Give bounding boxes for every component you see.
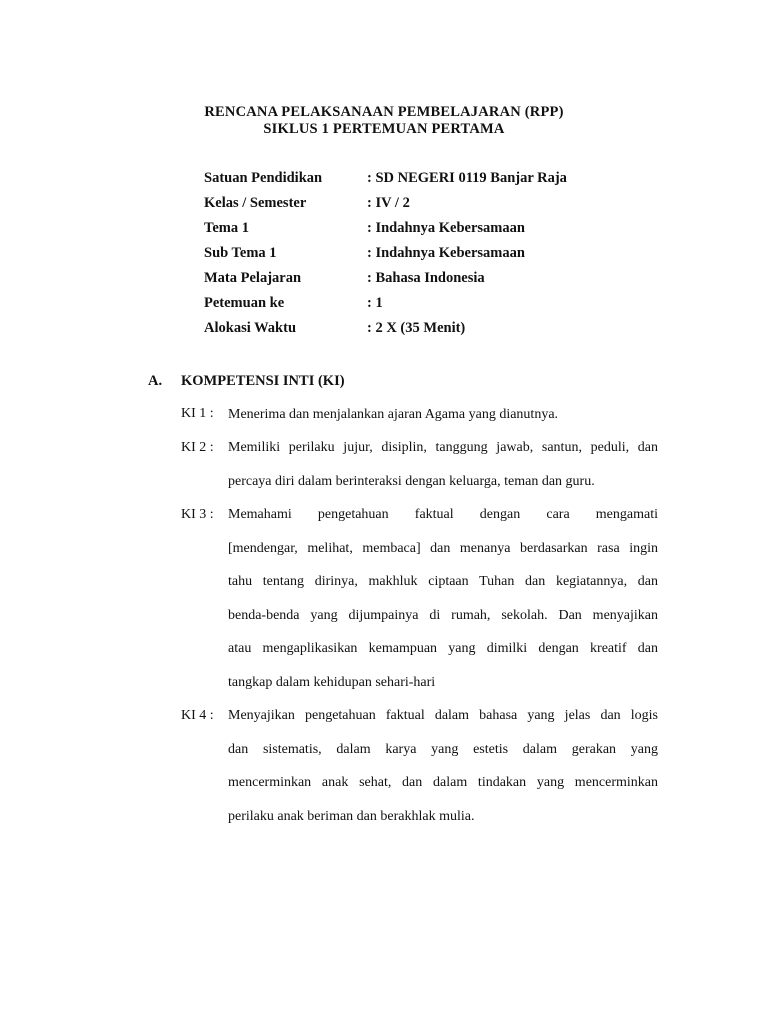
section-letter: A.: [148, 373, 163, 389]
ki-text-line: mencerminkan anak sehat, dan dalam tindakan yang mencerminkan: [228, 775, 658, 791]
ki-text-line: perilaku anak beriman dan berakhlak mulia.: [228, 808, 475, 824]
identity-value: : Indahnya Kebersamaan: [367, 220, 525, 236]
identity-value: : SD NEGERI 0119 Banjar Raja: [367, 170, 567, 186]
ki-text: [228, 699, 658, 833]
identity-value: : 1: [367, 295, 383, 311]
identity-label: Alokasi Waktu: [204, 320, 297, 336]
identity-value: : Indahnya Kebersamaan: [367, 245, 525, 261]
ki-text-line: dan sistematis, dalam karya yang estetis dalam gerakan yang: [228, 741, 658, 757]
ki-label: KI 1 :: [181, 406, 214, 421]
ki-text-line: atau mengaplikasikan kemampuan yang dimilki dengan kreatif dan: [228, 641, 658, 657]
ki-text: [228, 398, 658, 432]
identity-label: Petemuan ke: [204, 295, 285, 311]
identity-label: Satuan Pendidikan: [204, 170, 323, 186]
identity-label: Sub Tema 1: [204, 245, 277, 261]
document-title: RENCANA PELAKSANAAN PEMBELAJARAN (RPP): [204, 104, 564, 120]
ki-text-line: [mendengar, melihat, membaca] dan menanya berdasarkan rasa ingin: [228, 540, 658, 556]
identity-value: : Bahasa Indonesia: [367, 270, 485, 286]
identity-label: Mata Pelajaran: [204, 270, 302, 286]
ki-text-line: Memahami pengetahuan faktual dengan cara mengamati: [228, 507, 658, 522]
identity-value: : 2 X (35 Menit): [367, 320, 466, 336]
ki-text-line: Menyajikan pengetahuan faktual dalam bahasa yang jelas dan logis: [228, 708, 658, 723]
ki-text-line: Memiliki perilaku jujur, disiplin, tanggung jawab, santun, peduli, dan: [228, 440, 658, 455]
identity-label: Tema 1: [204, 220, 249, 236]
ki-text-line: percaya diri dalam berinteraksi dengan keluarga, teman dan guru.: [228, 473, 595, 489]
section-heading: KOMPETENSI INTI (KI): [181, 373, 345, 389]
ki-label: KI 4 :: [181, 708, 214, 723]
identity-label: Kelas / Semester: [204, 195, 307, 211]
ki-text-line: tahu tentang dirinya, makhluk ciptaan Tuhan dan kegiatannya, dan: [228, 574, 658, 590]
ki-text: [228, 431, 658, 498]
ki-text-line: tangkap dalam kehidupan sehari-hari: [228, 674, 436, 690]
ki-text-line: Menerima dan menjalankan ajaran Agama yang dianutnya.: [228, 407, 559, 422]
ki-label: KI 2 :: [181, 440, 214, 455]
ki-text: [228, 498, 658, 700]
identity-value: : IV / 2: [367, 195, 410, 211]
ki-text-line: benda-benda yang dijumpainya di rumah, sekolah. Dan menyajikan: [228, 607, 658, 623]
ki-label: KI 3 :: [181, 507, 214, 522]
document-subtitle: SIKLUS 1 PERTEMUAN PERTAMA: [263, 121, 505, 137]
